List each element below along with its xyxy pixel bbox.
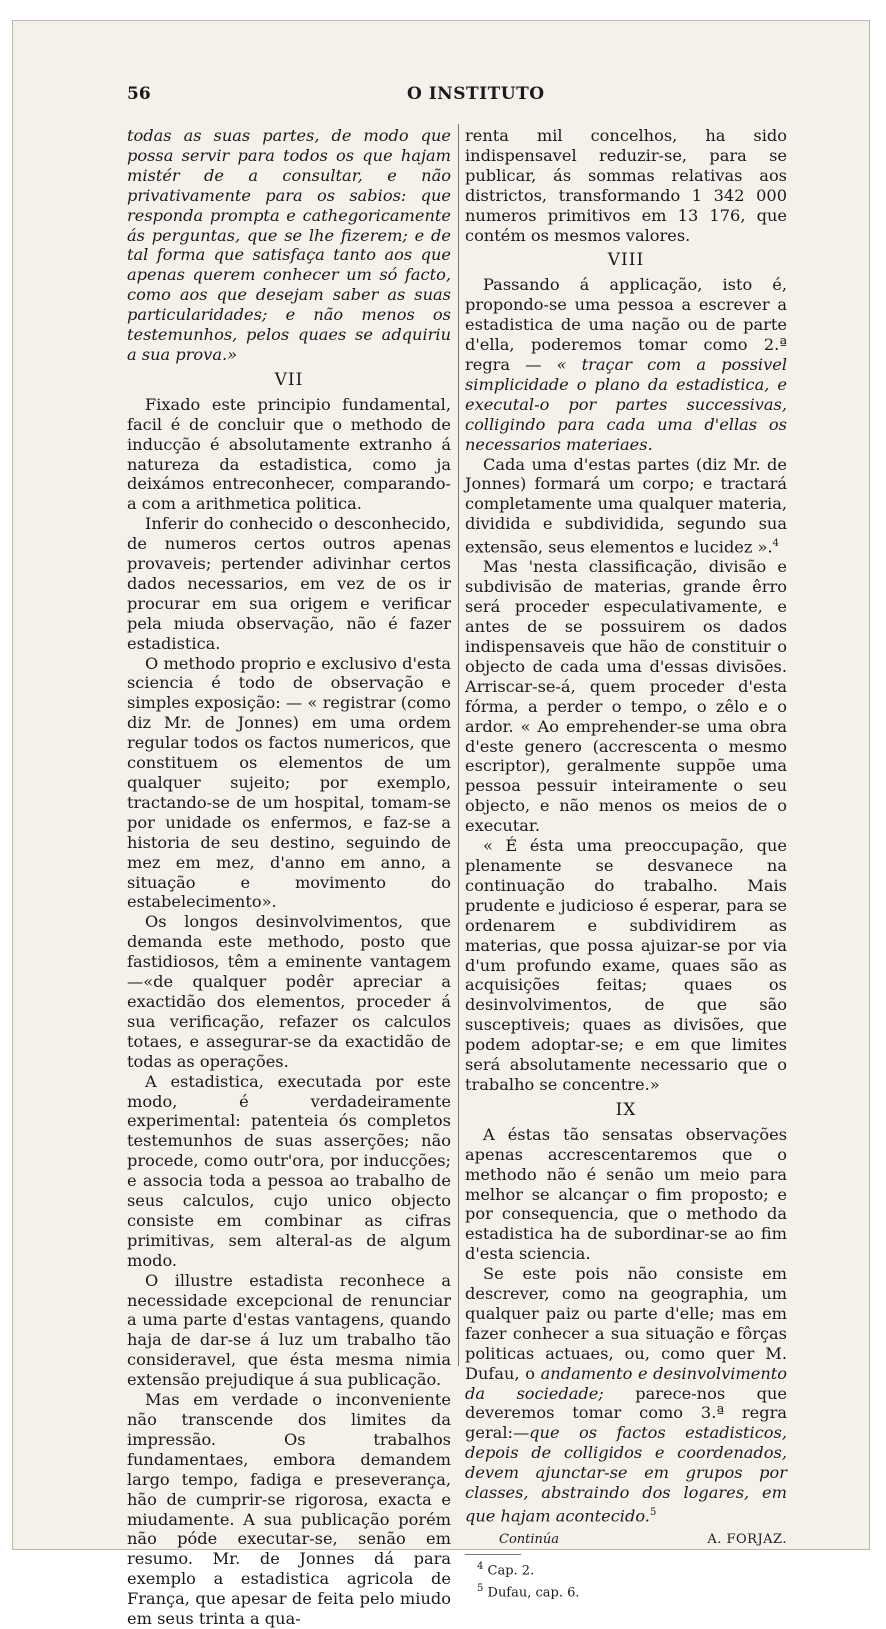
footnote-text: Dufau, cap. 6. <box>487 1584 580 1600</box>
paragraph <box>465 455 787 558</box>
footnote-text: Cap. 2. <box>487 1563 535 1579</box>
rule-3-intro: parece-nos que deveremos tomar como 3.ª regra geral:— <box>465 1383 787 1443</box>
paragraph: Inferir do conhecido o desconhecido, de numeros certos outros apenas provaveis; pertender adivinhar certos dados necessarios, em vez de os ir procurar em sua origem e verificar pela miuda observação, não é fazer estadistica. <box>127 514 451 653</box>
section-heading-ix: IX <box>615 1099 637 1120</box>
paragraph: Fixado este principio fundamental, facil é de concluir que o methodo de inducção é absolutamente extranho á natureza da estadistica, como ja deixámos entreconhecer, comparando-a com a arithmetica politica. <box>127 394 451 514</box>
footnote-5 <box>465 1580 787 1601</box>
paragraph: renta mil concelhos, ha sido indispensavel reduzir-se, para se publicar, ás sommas relativas aos districtos, transformando 1 342 000 numeros primitivos em 13 176, que contém os mesmos valores. <box>465 126 787 245</box>
running-header <box>0 84 886 106</box>
paragraph-rule-2 <box>465 275 787 454</box>
paragraph: A éstas tão sensatas observações apenas accrescentaremos que o methodo não é senão um meio para melhor se alcançar o fim proposto; e por consequencia, que o methodo da estadistica ha de subordinar-se ao fim d'esta sciencia. <box>465 1124 787 1264</box>
author-name: A. FORJAZ. <box>707 1532 787 1548</box>
left-column <box>127 126 451 1629</box>
signature-line <box>465 1530 787 1550</box>
paragraph: O illustre estadista reconhece a necessidade excepcional de renunciar a uma parte d'estas vantagens, quando haja de dar-se á luz um trabalho tão consideravel, que ésta mesma nimia extensão prejudique á sua publicação. <box>127 1270 451 1390</box>
dufau-phrase: andamento e desinvolvimento da sociedade; <box>465 1363 787 1403</box>
section-heading-vii: VII <box>274 369 304 390</box>
rule-2-intro: Passando á applicação, isto é, propondo-se uma pessoa a escrever a estadistica de uma nação ou de parte d'ella, poderemos tomar como 2.ª regra — <box>465 275 787 374</box>
paragraph-text: Cada uma d'estas partes (diz Mr. de Jonnes) formará um corpo; e tractará completamente uma qualquer materia, dividida e subdividida, segundo sua extensão, seus elementos e lucidez ». <box>465 454 787 557</box>
paragraph-rule-3 <box>465 1264 787 1526</box>
paragraph: Mas em verdade o inconveniente não transcende dos limites da impressão. Os trabalhos fundamentaes, embora demandem largo tempo, fadiga e preseverança, hão de cumprir-se rigorosa, exacta e miudamente. A sua publicação porém não póde executar-se, senão em resumo. Mr. de Jonnes dá para exemplo a estadistica agricola de França, que apesar de feita pelo miudo em seus trinta a qua- <box>127 1390 451 1629</box>
right-column <box>465 126 787 1601</box>
continua-label: Continúa <box>499 1532 560 1548</box>
paragraph: A estadistica, executada por este modo, é verdadeiramente experimental: patenteia ós completos testemunhos de suas asserções; não procede, como outr'ora, por inducções; e associa toda a pessoa ao trabalho de seus calculos, cujo unico objecto consiste em combinar as cifras primitivas, sem alteral-as de algum modo. <box>127 1071 451 1270</box>
paragraph-text: Se este pois não consiste em descrever, como na geographia, um qualquer paiz ou parte d'elle; mas em fazer conhecer a sua situação e fôrças politicas actuaes, ou, como quer M. Dufau, o <box>465 1264 787 1383</box>
footnote-marker: 4 <box>477 1561 484 1573</box>
paragraph: Os longos desinvolvimentos, que demanda este methodo, posto que fastidiosos, têm a eminente vantagem—«de qualquer podêr apreciar a exactidão dos elementos, proceder á sua verificação, refazer os calculos totaes, e assegurar-se da exactidão de todas as operações. <box>127 912 451 1071</box>
rule-3-text: que os factos estadisticos, depois de colligidos e coordenados, devem ajunctar-se em grupos por classes, abstraindo dos logares, em que hajam acontecido. <box>465 1423 787 1526</box>
paragraph: « É ésta uma preoccupação, que plenamente se desvanece na continuação do trabalho. Mais prudente e judicioso é esperar, para se ordenarem e subdividirem as materias, que possa ajuizar-se por via d'um profundo exame, quaes são as acquisições feitas; quaes os desinvolvimentos, de que são susceptiveis; quaes as divisões, que podem adoptar-se; e em que limites será absolutamente necessario que o trabalho se concentre.» <box>465 836 787 1094</box>
footnote-ref-5: 5 <box>649 1507 657 1519</box>
footnote-rule <box>465 1554 521 1555</box>
footnote-ref-4: 4 <box>772 538 779 550</box>
rule-2-text: « traçar com a possivel simplicidade o plano da estadistica, e executal-o por partes successivas, colligindo para cada uma d'ellas os necessarios materiaes. <box>465 354 788 454</box>
quote-continuation: todas as suas partes, de modo que possa servir para todos os que hajam mistér de a consultar, e não privativamente para os sabios: que responda prompta e cathegoricamente ás perguntas, que se lhe fizerem; e de tal forma que satisfaça tanto aos que apenas querem conhecer um só facto, como aos que desejam saber as suas particularidades; e não menos os testemunhos, pelos quaes se adquiriu a sua prova.» <box>127 126 451 364</box>
footnote-4 <box>465 1558 787 1579</box>
section-heading-viii: VIII <box>607 250 645 271</box>
journal-title: O INSTITUTO <box>407 84 545 104</box>
column-divider <box>458 124 459 1366</box>
page-number: 56 <box>127 84 151 104</box>
paragraph: Mas 'nesta classificação, divisão e subdivisão de materias, grande êrro será proceder especulativamente, e antes de se possuirem os dados indispensaveis que hão de constituir o objecto de cada uma d'essas divisões. Arriscar-se-á, quem proceder d'esta fórma, a perder o tempo, o zêlo e o ardor. « Ao emprehender-se uma obra d'este genero (accrescenta o mesmo escriptor), geralmente suppõe uma pessoa pessuir inteiramente o seu objecto, e não menos os meios de o executar. <box>465 557 787 836</box>
footnote-marker: 5 <box>477 1582 484 1594</box>
paragraph: O methodo proprio e exclusivo d'esta sciencia é todo de observação e simples exposição: — « registrar (como diz Mr. de Jonnes) em uma ordem regular todos os factos numericos, que constituem os elementos de um qualquer sujeito; por exemplo, tractando-se de um hospital, tomam-se por unidade os enfermos, e faz-se a historia de seu destino, seguindo de mez em mez, d'anno em anno, a situação e movimento do estabelecimento». <box>127 653 451 912</box>
